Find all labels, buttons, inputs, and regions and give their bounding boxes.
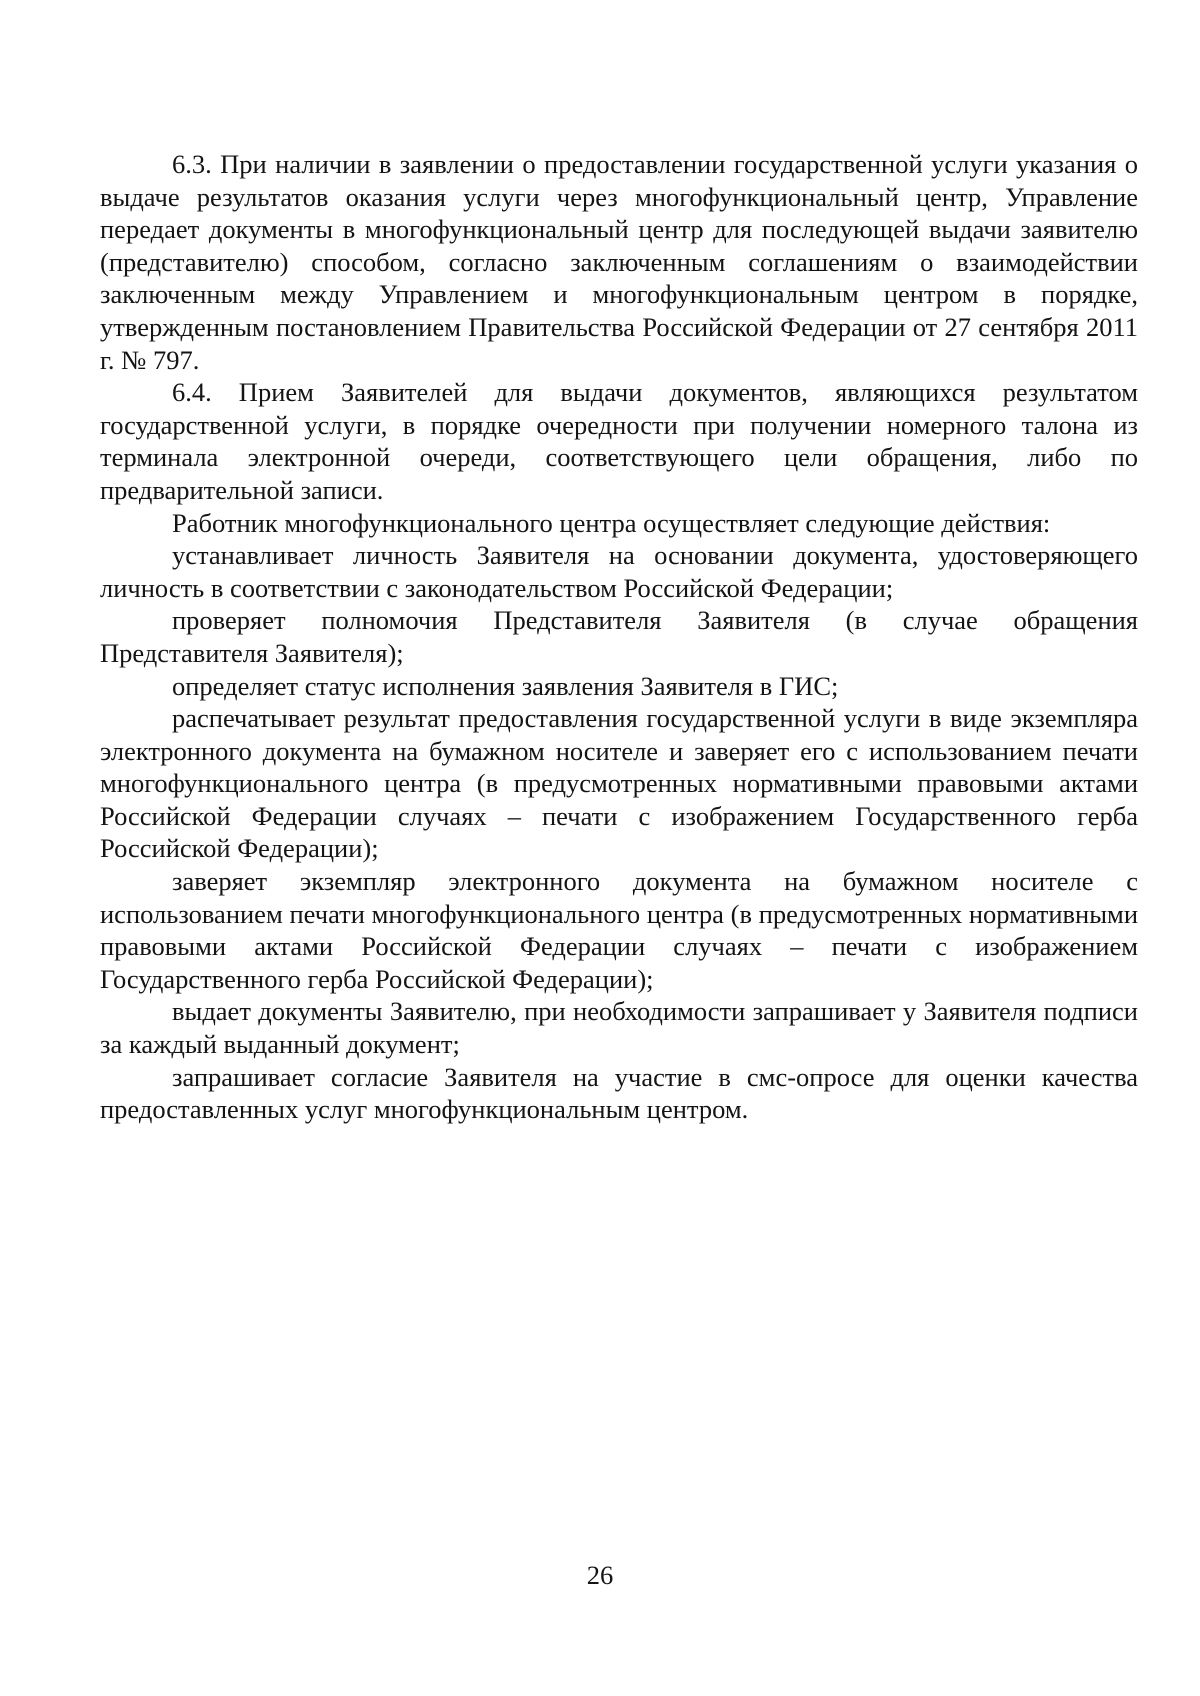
paragraph-6-4: 6.4. Прием Заявителей для выдачи документов, являющихся результатом государственной услуги, в порядке очередности при получении номерного талона из терминала электронной очереди, соответствующего цели обращения, либо по предварительной записи.	[100, 377, 1138, 505]
paragraph-identity-check: устанавливает личность Заявителя на основании документа, удостоверяющего личность в соответствии с законодательством Российской Федерации;	[100, 540, 1138, 603]
paragraph-issue-documents: выдает документы Заявителю, при необходимости запрашивает у Заявителя подписи за каждый выданный документ;	[100, 996, 1138, 1060]
paragraph-print-result: распечатывает результат предоставления государственной услуги в виде экземпляра электронного документа на бумажном носителе и заверяет его с использованием печати многофункционального центра (в предусмотренных нормативными правовыми актами Российской Федерации случаях – печати с изображением Государственного герба Российской Федерации);	[100, 703, 1138, 864]
document-body	[100, 148, 1138, 1126]
page-number: 26	[586, 1560, 614, 1590]
paragraph-status-check: определяет статус исполнения заявления Заявителя в ГИС;	[172, 670, 839, 701]
paragraph-authority-check: проверяет полномочия Представителя Заявителя (в случае обращения Представителя Заявителя);	[100, 605, 1138, 668]
paragraph-sms-survey: запрашивает согласие Заявителя на участие в смс-опросе для оценки качества предоставленных услуг многофункциональным центром.	[100, 1061, 1138, 1125]
paragraph-6-3: 6.3. При наличии в заявлении о предоставлении государственной услуги указания о выдаче результатов оказания услуги через многофункциональный центр, Управление передает документы в многофункциональный центр для последующей выдачи заявителю (представителю) способом, согласно заключенным соглашениям о взаимодействии заключенным между Управлением и многофункциональным центром в порядке, утвержденным постановлением Правительства Российской Федерации от 27 сентября 2011 г. № 797.	[100, 149, 1138, 375]
paragraph-actions-intro: Работник многофункционального центра осуществляет следующие действия:	[172, 507, 1051, 538]
paragraph-certify-copy: заверяет экземпляр электронного документа на бумажном носителе с использованием печати многофункционального центра (в предусмотренных нормативными правовыми актами Российской Федерации случаях – печати с изображением Государственного герба Российской Федерации);	[100, 866, 1138, 994]
